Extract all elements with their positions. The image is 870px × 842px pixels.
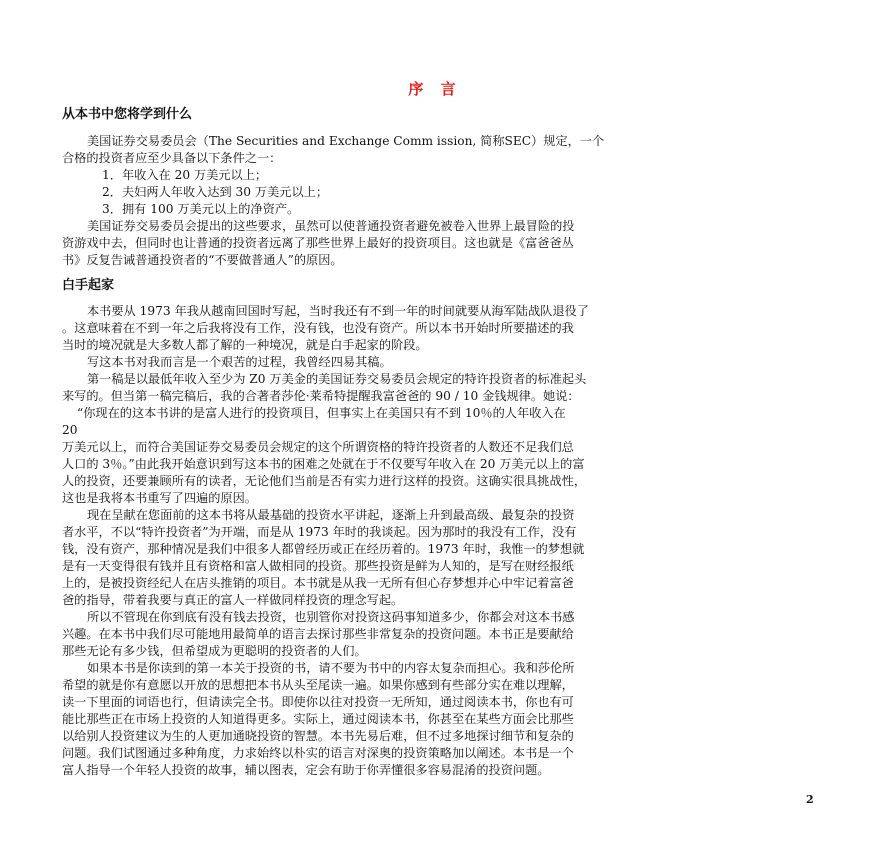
paragraph-line: 希望的就是你有意愿以开放的思想把本书从头至尾读一遍。如果你感到有些部分实在难以理解， (62, 678, 574, 692)
paragraph-line: 者水平，不以“特许投资者”为开端，而是从 1973 年时的我谈起。因为那时的我没有工作，没有 (62, 525, 577, 539)
paragraph-line: 第一稿是以最低年收入至少为 Z0 万美金的美国证券交易委员会规定的特许投资者的标准起头 (87, 372, 587, 386)
paragraph-line: 富人指导一个年轻人投资的故事，辅以图表，定会有助于你弄懂很多容易混淆的投资问题。 (62, 763, 550, 777)
paragraph-line: 资游戏中去，但同时也让普通的投资者远离了那些世界上最好的投资项目。这也就是《富爸爸丛 (62, 236, 574, 250)
paragraph-line: 读一下里面的词语也行，但请读完全书。即使你以往对投资一无所知，通过阅读本书，你也有可 (62, 695, 574, 709)
section-body-what-you-learn (62, 133, 814, 269)
page-number: 2 (806, 793, 814, 806)
paragraph-line: “你现在的这本书讲的是富人进行的投资项目，但事实上在美国只有不到 10％的人年收入在 (77, 406, 566, 420)
paragraph-line: 万美元以上，而符合美国证券交易委员会规定的这个所谓资格的特许投资者的人数还不足我们总 (62, 440, 574, 454)
paragraph-line: 所以不管现在你到底有没有钱去投资，也别管你对投资这码事知道多少，你都会对这本书感 (87, 610, 575, 624)
paragraph-line: 人的投资，还要兼顾所有的读者，无论他们当前是否有实力进行这样的投资。这确实很具挑战性， (62, 474, 587, 488)
paragraph-line: 写这本书对我而言是一个艰苦的过程，我曾经四易其稿。 (87, 355, 392, 369)
paragraph-line: 上的，是被投资经纪人在店头推销的项目。本书就是从我一无所有但心存梦想并心中牢记着富爸 (62, 576, 574, 590)
paragraph-line: 问题。我们试图通过多种角度，力求始终以朴实的语言对深奥的投资策略加以阐述。本书是一个 (62, 746, 574, 760)
paragraph-line: 能比那些正在市场上投资的人知道得更多。实际上，通过阅读本书，你甚至在某些方面会比那些 (62, 712, 574, 726)
paragraph-line: 美国证券交易委员会提出的这些要求，虽然可以使普通投资者避免被卷入世界上最冒险的投 (87, 219, 575, 233)
section-heading-what-you-learn: 从本书中您将学到什么 (62, 107, 193, 122)
list-item: 2．夫妇两人年收入达到 30 万美元以上； (102, 185, 329, 199)
paragraph-line: 合格的投资者应至少具备以下条件之一： (62, 151, 282, 165)
paragraph-line: 兴趣。在本书中我们尽可能地用最简单的语言去探讨那些非常复杂的投资问题。本书正是要献给 (62, 627, 574, 641)
paragraph-line: 爸的指导，带着我要与真正的富人一样做同样投资的理念写起。 (62, 593, 404, 607)
paragraph-line: 如果本书是你读到的第一本关于投资的书，请不要为书中的内容太复杂而担心。我和莎伦所 (87, 661, 575, 675)
list-item: 3．拥有 100 万美元以上的净资产。 (102, 202, 300, 216)
paragraph-line: 那些无论有多少钱，但希望成为更聪明的投资者的人们。 (62, 644, 367, 658)
section-heading-from-scratch: 白手起家 (62, 278, 115, 293)
page-title: 序 言 (408, 80, 462, 98)
section-body-from-scratch (62, 303, 814, 779)
list-item: 1．年收入在 20 万美元以上； (102, 168, 268, 182)
paragraph-line: 是有一天变得很有钱并且有资格和富人做相同的投资。那些投资是鲜为人知的，是写在财经报纸 (62, 559, 574, 573)
paragraph-line: 来写的。但当第一稿完稿后，我的合著者莎伦·莱希特提醒我富爸爸的 90 / 10 金钱规律。她说： (62, 389, 580, 403)
paragraph-line: 这也是我将本书重写了四遍的原因。 (62, 491, 257, 505)
paragraph-line: 书》反复告诫普通投资者的“不要做普通人”的原因。 (62, 253, 343, 267)
paragraph-line: 。这意味着在不到一年之后我将没有工作，没有钱，也没有资产。所以本书开始时所要描述的我 (62, 321, 574, 335)
paragraph-line: 20 (62, 423, 78, 437)
paragraph-line: 以给别人投资建议为生的人更加通晓投资的智慧。本书先易后难，但不过多地探讨细节和复杂的 (62, 729, 574, 743)
paragraph-line: 当时的境况就是大多数人都了解的一种境况，就是白手起家的阶段。 (62, 338, 428, 352)
paragraph-line: 钱，没有资产，那种情况是我们中很多人都曾经历或正在经历着的。1973 年时，我惟一的梦想就 (62, 542, 585, 556)
paragraph-line: 美国证券交易委员会（The Securities and Exchange Comm ission, 简称SEC）规定，一个 (87, 134, 605, 148)
paragraph-line: 人口的 3％。”由此我开始意识到写这本书的困难之处就在于不仅要写年收入在 20 万美元以上的富 (62, 457, 585, 471)
paragraph-line: 现在呈献在您面前的这本书将从最基础的投资水平讲起，逐渐上升到最高级、最复杂的投资 (87, 508, 575, 522)
paragraph-line: 本书要从 1973 年我从越南回国时写起，当时我还有不到一年的时间就要从海军陆战队退役了 (87, 304, 589, 318)
